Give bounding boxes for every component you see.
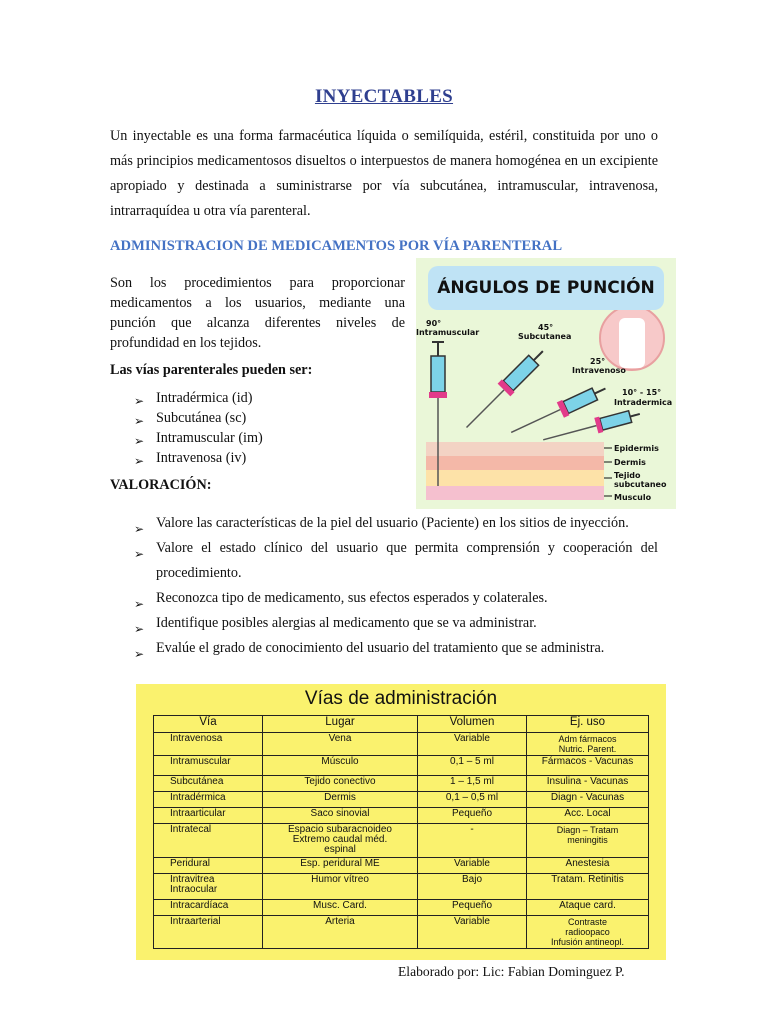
- angle-name: Intramuscular: [416, 328, 480, 337]
- table-cell: 1 – 1,5 ml: [418, 776, 527, 792]
- table-cell: Ataque card.: [527, 900, 649, 916]
- hair-follicle-icon: [619, 318, 645, 368]
- table-cell: Fármacos - Vacunas: [527, 756, 649, 776]
- angle-name: Intravenoso: [572, 366, 626, 375]
- arrow-bullet-icon: ➢: [134, 622, 145, 636]
- table-cell: Saco sinovial: [263, 808, 418, 824]
- table-cell: Adm fármacos Nutric. Parent.: [527, 733, 649, 756]
- layer-label: Tejido: [614, 471, 641, 480]
- table-cell: Intravenosa: [154, 733, 263, 756]
- table-cell: Humor vítreo: [263, 874, 418, 900]
- arrow-bullet-icon: ➢: [134, 522, 145, 536]
- arrow-bullet-icon: ➢: [134, 454, 145, 468]
- list-item: ➢ Intravenosa (iv): [134, 448, 263, 468]
- column-header: Vía: [154, 716, 263, 733]
- table-cell: Insulina - Vacunas: [527, 776, 649, 792]
- list-item: ➢ Reconozca tipo de medicamento, sus efectos esperados y colaterales.: [134, 586, 658, 611]
- table-cell: Variable: [418, 733, 527, 756]
- author-footer: Elaborado por: Lic: Fabian Dominguez P.: [398, 964, 625, 979]
- table-row: [154, 916, 649, 949]
- list-item: ➢ Identifique posibles alergias al medicamento que se va administrar.: [134, 611, 658, 636]
- layer-subcutaneous: [426, 470, 604, 486]
- table-title: Vías de administración: [304, 688, 498, 709]
- table-cell: 0,1 – 0,5 ml: [418, 792, 527, 808]
- table-cell: Pequeño: [418, 808, 527, 824]
- table-cell: Anestesia: [527, 858, 649, 874]
- arrow-bullet-icon: ➢: [134, 647, 145, 661]
- list-item: ➢ Evalúe el grado de conocimiento del usuario del tratamiento que se administra.: [134, 636, 658, 661]
- table-cell: Pequeño: [418, 900, 527, 916]
- table-cell: Esp. peridural ME: [263, 858, 418, 874]
- layer-label: Dermis: [614, 458, 646, 467]
- layer-label: Epidermis: [614, 444, 659, 453]
- table-cell: Intramuscular: [154, 756, 263, 776]
- arrow-bullet-icon: ➢: [134, 394, 145, 408]
- table-cell: Variable: [418, 858, 527, 874]
- vias-table: [153, 715, 649, 949]
- vias-table-panel: [136, 684, 666, 960]
- infographic-title: ÁNGULOS DE PUNCIÓN: [428, 266, 664, 310]
- angle-deg: 90°: [426, 319, 442, 328]
- valoracion-label: VALORACIÓN:: [110, 477, 212, 493]
- definition-paragraph: Son los procedimientos para proporcionar medicamentos a los usuarios, mediante una punción que alcanza diferentes niveles de profundidad en los tejidos.: [110, 275, 405, 351]
- table-row: [154, 900, 649, 916]
- table-cell: -: [418, 824, 527, 858]
- list-item: ➢ Subcutánea (sc): [134, 408, 263, 428]
- list-item: ➢ Valore el estado clínico del usuario que permita comprensión y cooperación del procedimiento.: [134, 540, 658, 581]
- table-cell: Acc. Local: [527, 808, 649, 824]
- table-cell: Tejido conectivo: [263, 776, 418, 792]
- table-cell: Arteria: [263, 916, 418, 949]
- angle-name: Subcutanea: [518, 332, 572, 341]
- vias-list: [134, 388, 263, 468]
- vias-label: Las vías parenterales pueden ser:: [110, 362, 313, 378]
- layer-epidermis: [426, 442, 604, 456]
- angle-name: Intradermica: [614, 398, 673, 407]
- list-item: ➢ Intramuscular (im): [134, 428, 263, 448]
- table-cell: Intraarterial: [154, 916, 263, 949]
- syringe-10-15-icon: [541, 406, 642, 447]
- table-cell: Intraarticular: [154, 808, 263, 824]
- arrow-bullet-icon: ➢: [134, 414, 145, 428]
- table-row: [154, 792, 649, 808]
- table-row: [154, 824, 649, 858]
- table-cell: Intracardíaca: [154, 900, 263, 916]
- table-cell: Dermis: [263, 792, 418, 808]
- table-header-row: [154, 716, 649, 733]
- table-cell: Diagn - Vacunas: [527, 792, 649, 808]
- table-cell: Subcutánea: [154, 776, 263, 792]
- table-cell: Tratam. Retinitis: [527, 874, 649, 900]
- angle-deg: 45°: [538, 323, 554, 332]
- table-cell: Variable: [418, 916, 527, 949]
- page-title: INYECTABLES: [314, 86, 454, 107]
- list-item: ➢ Intradérmica (id): [134, 388, 263, 408]
- layer-label: subcutaneo: [614, 480, 667, 489]
- valoracion-list: [134, 511, 658, 661]
- table-cell: Intradérmica: [154, 792, 263, 808]
- table-body: [154, 733, 649, 949]
- table-cell: Bajo: [418, 874, 527, 900]
- layer-dermis: [426, 456, 604, 470]
- table-cell: Contraste radioopaco Infusión antineopl.: [527, 916, 649, 949]
- table-cell: Musc. Card.: [263, 900, 418, 916]
- table-cell: Músculo: [263, 756, 418, 776]
- table-cell: Espacio subaracnoideo Extremo caudal méd. espinal: [263, 824, 418, 858]
- table-row: [154, 874, 649, 900]
- arrow-bullet-icon: ➢: [134, 547, 145, 561]
- section-heading: ADMINISTRACION DE MEDICAMENTOS POR VÍA PARENTERAL: [110, 238, 563, 254]
- intro-paragraph: Un inyectable es una forma farmacéutica líquida o semilíquida, estéril, constituida por uno o más principios medicamentosos disueltos o interpuestos de manera homogénea en un excipiente apropiado y destinada a suministrarse por vía subcutánea, intramuscular, intravenosa, intrarraquídea u otra vía parenteral.: [110, 128, 658, 219]
- arrow-bullet-icon: ➢: [134, 597, 145, 611]
- layer-label: Musculo: [614, 493, 652, 502]
- arrow-bullet-icon: ➢: [134, 434, 145, 448]
- angle-deg: 25°: [590, 357, 606, 366]
- table-row: [154, 858, 649, 874]
- angle-deg: 10° - 15°: [622, 388, 662, 397]
- table-row: [154, 756, 649, 776]
- table-cell: Intravitrea Intraocular: [154, 874, 263, 900]
- list-item: ➢ Valore las características de la piel del usuario (Paciente) en los sitios de inyección.: [134, 511, 658, 536]
- table-cell: Vena: [263, 733, 418, 756]
- table-cell: Peridural: [154, 858, 263, 874]
- syringe-25-icon: [508, 381, 609, 440]
- column-header: Lugar: [263, 716, 418, 733]
- column-header: Volumen: [418, 716, 527, 733]
- column-header: Ej. uso: [527, 716, 649, 733]
- table-row: [154, 808, 649, 824]
- table-cell: Intratecal: [154, 824, 263, 858]
- puncture-angles-infographic: [416, 258, 676, 509]
- table-row: [154, 733, 649, 756]
- layer-muscle: [426, 486, 604, 500]
- table-cell: 0,1 – 5 ml: [418, 756, 527, 776]
- table-cell: Diagn – Tratam meningitis: [527, 824, 649, 858]
- table-row: [154, 776, 649, 792]
